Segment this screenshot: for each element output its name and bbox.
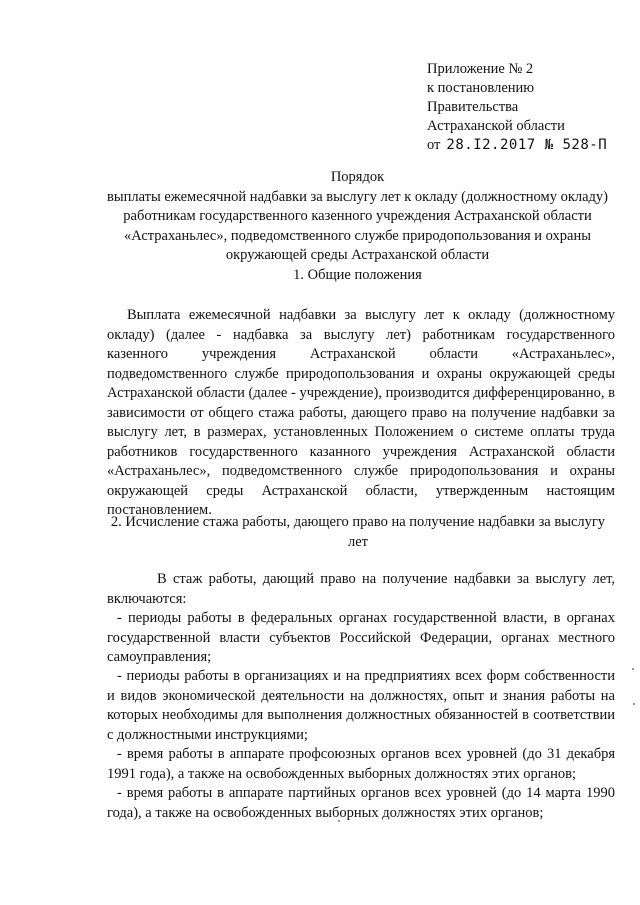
section-1-heading: 1. Общие положения [293, 267, 422, 283]
list-item: - время работы в аппарате партийных органов всех уровней (до 14 марта 1990 года), а также на освобожденных выборных должностях этих органов; [107, 785, 615, 821]
section-2-intro: В стаж работы, дающий право на получение надбавки за выслугу лет, включаются: [107, 571, 615, 607]
appendix-date-value: 28.I2.2017 № 528-П [446, 137, 608, 153]
section-2-heading: 2. Исчисление стажа работы, дающего право на получение надбавки за выслугу лет [110, 514, 606, 550]
scan-speck [338, 820, 340, 822]
appendix-authority: Правительства [427, 99, 519, 115]
appendix-region: Астраханской области [427, 118, 565, 134]
title-subtitle: выплаты ежемесячной надбавки за выслугу лет к окладу (должностному окладу) работникам государственного казенного учреждения Астраханской области «Астраханьлес», подведомственного службе природопользования и охраны окружающей среды Астраханской области [107, 188, 608, 263]
appendix-date-line [427, 136, 607, 155]
scan-speck [632, 668, 634, 670]
list-item: - периоды работы в федеральных органах государственной власти, в органах государственной власти субъектов Российской Федерации, органах местного самоуправления; [107, 610, 615, 665]
appendix-ref: к постановлению [427, 80, 535, 96]
appendix-header [427, 60, 607, 155]
list-item: - периоды работы в организациях и на предприятиях всех форм собственности и видов экономической деятельности на должностях, опыт и знания работы на которых необходимы для выполнения должностных обязанностей в соответствии с должностными инструкциями; [107, 668, 615, 743]
title-heading: Порядок [330, 169, 385, 185]
list-item: - время работы в аппарате профсоюзных органов всех уровней (до 31 декабря 1991 года), а также на освобожденных выборных должностях этих органов; [107, 746, 615, 782]
document-title [100, 168, 615, 266]
section-1-paragraph: Выплата ежемесячной надбавки за выслугу лет к окладу (должностному окладу) (далее - надбавка за выслугу лет) работникам государственного казенного учреждения Астраханской области «Астраханьлес», подведомственного службе природопользования и охраны окружающей среды Астраханской области (далее - учреждение), производится дифференцированно, в зависимости от общего стажа работы, дающего право на получение надбавки за выслугу лет, в размерах, установленных Положением о системе оплаты труда работников государственного казанного учреждения Астраханской области «Астраханьлес», подведомственного службе природопользования и охраны окружающей среды Астраханской области, утвержденным настоящим постановлением. [107, 307, 615, 518]
scan-speck [633, 703, 635, 705]
appendix-date-prefix: от [427, 137, 441, 153]
appendix-number: Приложение № 2 [427, 61, 534, 77]
